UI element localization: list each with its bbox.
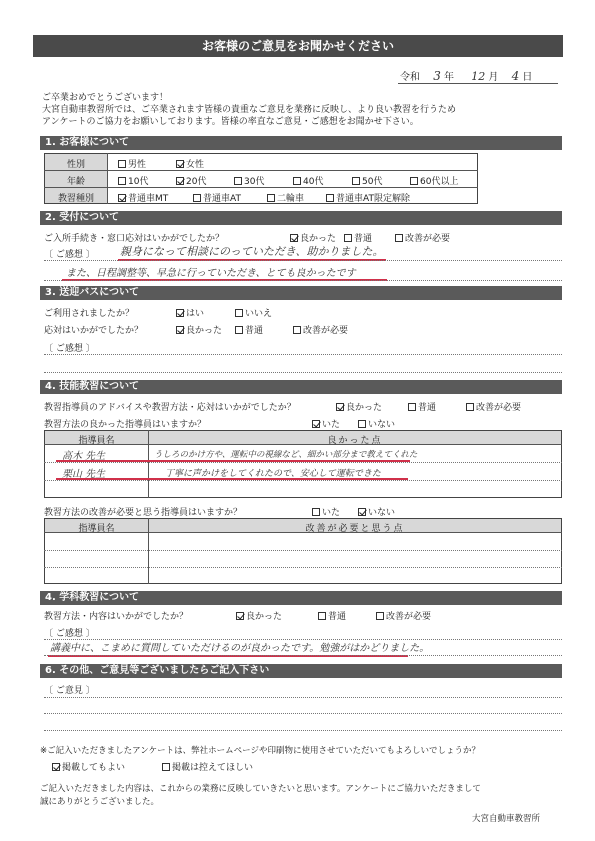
col-instructor-header: 指導員名 — [78, 524, 115, 534]
organization-name: 大宮自動車教習所 — [472, 814, 541, 824]
age-50s-option[interactable] — [352, 174, 382, 187]
option-label: 普通 — [245, 326, 264, 336]
checkbox[interactable] — [293, 177, 301, 185]
table-row-line — [44, 462, 562, 463]
option-label: 二輪車 — [277, 194, 305, 204]
age-40s-option[interactable] — [293, 174, 323, 187]
checkbox[interactable] — [118, 194, 126, 202]
option-label: 普通 — [328, 612, 347, 622]
checkbox[interactable] — [410, 177, 418, 185]
checkbox[interactable] — [235, 309, 243, 317]
section-3-title: 3. 送迎バスについて — [45, 287, 140, 298]
comment-line — [44, 730, 562, 731]
course-at-release-option[interactable] — [326, 191, 410, 204]
section-6-title: 6. その他、ご意見等ございましたらご記入下さい — [45, 665, 270, 676]
course-type-label: 教習種別 — [57, 194, 94, 204]
option-label: 掲載は控えてほしい — [172, 763, 254, 773]
greeting-line-3: アンケートのご協力をお願いしております。皆様の率直なご意見・ご感想をお聞かせ下さい。 — [42, 117, 419, 127]
option-label: 普通 — [354, 234, 373, 244]
bus-improve-option[interactable] — [293, 323, 348, 336]
good-instructor-name-1: 高木 先生 — [62, 451, 106, 462]
option-label: 掲載してもよい — [62, 763, 126, 773]
option-label: 改善が必要 — [303, 326, 349, 336]
classroom-question: 教習方法・内容はいかがでしたか？ — [44, 612, 189, 622]
checkbox[interactable] — [326, 194, 334, 202]
good-instructor-yes-option[interactable] — [312, 417, 340, 430]
option-label: はい — [186, 309, 205, 319]
checkbox[interactable] — [408, 403, 416, 411]
checkbox[interactable] — [118, 160, 126, 168]
table-row-line — [44, 480, 562, 481]
good-instructor-no-option[interactable] — [358, 417, 395, 430]
date-line — [400, 68, 532, 83]
date-era: 令和 — [400, 72, 420, 83]
skill-instructor-question: 教習指導員のアドバイスや教習方法・応対はいかがでしたか？ — [44, 403, 296, 413]
checkbox[interactable] — [52, 763, 60, 771]
section-2-title: 2. 受付について — [45, 212, 120, 223]
checkbox[interactable] — [395, 234, 403, 242]
date-month-unit: 月 — [488, 72, 499, 83]
option-label: 20代 — [186, 177, 207, 187]
improve-instructor-question: 教習方法の改善が必要と思う指導員はいますか？ — [44, 508, 243, 518]
section-5-header — [40, 591, 562, 605]
comment-line — [44, 354, 562, 355]
date-underline — [398, 83, 558, 84]
option-label: いない — [368, 508, 396, 518]
date-year: 3 — [433, 69, 441, 83]
reception-comment-line-2: また、日程調整等、早急に行っていただき、とても良かったです — [66, 268, 356, 279]
option-label: いいえ — [245, 309, 273, 319]
table-row-line — [44, 170, 478, 171]
checkbox[interactable] — [358, 420, 366, 428]
checkbox[interactable] — [344, 234, 352, 242]
gender-label: 性別 — [66, 160, 85, 170]
checkbox[interactable] — [236, 612, 244, 620]
form-title: お客様のご意見をお聞かせください — [201, 39, 394, 53]
checkbox[interactable] — [118, 177, 126, 185]
option-label: いた — [322, 420, 341, 430]
option-label: 普通 — [418, 403, 437, 413]
comment-line — [44, 713, 562, 714]
good-point-2: 丁寧に声かけをしてくれたので、安心して運転できた — [165, 469, 381, 479]
checkbox[interactable] — [162, 763, 170, 771]
bus-comment-label: 〔 ご感想 〕 — [44, 344, 95, 354]
skill-normal-option[interactable] — [408, 400, 436, 413]
option-label: 改善が必要 — [405, 234, 451, 244]
checkbox[interactable] — [376, 612, 384, 620]
reception-question: ご入所手続き・窓口応対はいかがでしたか？ — [44, 234, 225, 244]
greeting-line-1: ご卒業おめでとうございます！ — [42, 93, 169, 103]
checkbox[interactable] — [352, 177, 360, 185]
classroom-good-option[interactable] — [236, 609, 282, 622]
date-month: 12 — [471, 70, 486, 83]
section-1-title: 1. お客様について — [45, 137, 130, 148]
option-label: 普通車MT — [128, 194, 169, 204]
date-year-unit: 年 — [444, 72, 455, 83]
thanks-line-2: 誠にありがとうございました。 — [40, 797, 160, 807]
highlight-underline — [56, 460, 410, 462]
publish-no-option[interactable] — [162, 760, 253, 773]
option-label: 良かった — [300, 234, 337, 244]
checkbox[interactable] — [312, 420, 320, 428]
section-6-header — [40, 664, 562, 678]
date-day: 4 — [511, 69, 520, 83]
age-10s-option[interactable] — [118, 174, 148, 187]
highlight-underline — [56, 478, 408, 480]
publish-consent-note: ※ご記入いただきましたアンケートは、弊社ホームページや印刷物に使用させていただいてもよろしいでしょうか？ — [40, 746, 480, 756]
option-label: 改善が必要 — [476, 403, 522, 413]
age-60s-option[interactable] — [410, 174, 458, 187]
gender-male-option[interactable] — [118, 157, 146, 170]
reception-comment-line-1: 親身になって相談にのっていただき、助かりました。 — [120, 245, 384, 258]
bus-service-question: 応対はいかがでしたか？ — [44, 326, 144, 336]
option-label: 男性 — [128, 160, 147, 170]
section-5-title: 4. 学科教習について — [45, 592, 140, 603]
table-row-line — [44, 187, 478, 188]
checkbox[interactable] — [176, 309, 184, 317]
checkbox[interactable] — [193, 194, 201, 202]
option-label: 50代 — [362, 177, 383, 187]
checkbox[interactable] — [235, 326, 243, 334]
bus-use-question: ご利用されましたか？ — [44, 309, 135, 319]
section-4-title: 4. 技能教習について — [45, 381, 140, 392]
comment-line — [44, 655, 562, 656]
good-instructor-name-2: 栗山 先生 — [62, 469, 106, 480]
section-3-header — [40, 286, 562, 300]
good-instructor-question: 教習方法の良かった指導員はいますか？ — [44, 420, 207, 430]
option-label: 30代 — [244, 177, 265, 187]
checkbox[interactable] — [336, 403, 344, 411]
checkbox[interactable] — [466, 403, 474, 411]
comment-line — [44, 280, 562, 281]
skill-good-option[interactable] — [336, 400, 382, 413]
course-mt-option[interactable] — [118, 191, 168, 204]
checkbox[interactable] — [290, 234, 298, 242]
option-label: 60代以上 — [420, 177, 459, 187]
age-20s-option[interactable] — [176, 174, 206, 187]
comment-line — [44, 372, 562, 373]
table-divider — [107, 153, 108, 204]
checkbox[interactable] — [176, 160, 184, 168]
checkbox[interactable] — [234, 177, 242, 185]
form-title-bar — [33, 35, 563, 57]
skill-improve-option[interactable] — [466, 400, 521, 413]
option-label: 普通車AT — [203, 194, 241, 204]
course-at-option[interactable] — [193, 191, 241, 204]
classroom-normal-option[interactable] — [318, 609, 346, 622]
checkbox[interactable] — [293, 326, 301, 334]
option-label: 10代 — [128, 177, 149, 187]
other-comment-label: 〔 ご意見 〕 — [44, 686, 95, 696]
bus-normal-option[interactable] — [235, 323, 263, 336]
table-row-line — [44, 550, 562, 551]
thanks-line-1: ご記入いただきました内容は、これからの業務に反映していきたいと思います。アンケートにご協力いただきまして — [40, 784, 481, 794]
bus-yes-option[interactable] — [176, 306, 204, 319]
good-point-1: うしろのかけ方や、運転中の視線など、細かい部分まで教えてくれた — [154, 450, 418, 460]
classroom-comment-line: 講義中に、こまめに質問していただけるのが良かったです。勉強がはかどりました。 — [50, 643, 430, 654]
option-label: 良かった — [346, 403, 383, 413]
option-label: 女性 — [186, 160, 205, 170]
comment-line — [44, 260, 562, 261]
option-label: 良かった — [246, 612, 283, 622]
reception-improve-option[interactable] — [395, 231, 450, 244]
checkbox[interactable] — [318, 612, 326, 620]
col-good-point-header: 良かった点 — [327, 436, 383, 446]
greeting — [42, 92, 456, 128]
option-label: 普通車AT限定解除 — [336, 194, 410, 204]
checkbox[interactable] — [358, 508, 366, 516]
bus-no-option[interactable] — [235, 306, 272, 319]
option-label: いた — [322, 508, 341, 518]
table-row-line — [44, 567, 562, 568]
reception-comment-label: 〔 ご感想 〕 — [44, 250, 95, 260]
classroom-comment-label: 〔 ご感想 〕 — [44, 629, 95, 639]
greeting-line-2: 大宮自動車教習所では、ご卒業されます皆様の貴重なご意見を業務に反映し、より良い教習を行うため — [42, 105, 457, 115]
age-30s-option[interactable] — [234, 174, 264, 187]
option-label: いない — [368, 420, 396, 430]
publish-ok-option[interactable] — [52, 760, 125, 773]
age-label: 年齢 — [66, 177, 85, 187]
bus-good-option[interactable] — [176, 323, 222, 336]
classroom-improve-option[interactable] — [376, 609, 431, 622]
date-day-unit: 日 — [522, 72, 533, 83]
col-improve-point-header: 改善が必要と思う点 — [305, 524, 405, 534]
section-4-header — [40, 380, 562, 394]
improve-instructor-yes-option[interactable] — [312, 505, 340, 518]
col-instructor-header: 指導員名 — [78, 436, 115, 446]
improve-instructor-no-option[interactable] — [358, 505, 395, 518]
checkbox[interactable] — [267, 194, 275, 202]
checkbox[interactable] — [176, 177, 184, 185]
course-motorcycle-option[interactable] — [267, 191, 304, 204]
option-label: 改善が必要 — [386, 612, 432, 622]
section-1-header — [40, 136, 562, 150]
option-label: 40代 — [303, 177, 324, 187]
section-2-header — [40, 211, 562, 225]
comment-line — [44, 639, 562, 640]
comment-line — [44, 697, 562, 698]
checkbox[interactable] — [312, 508, 320, 516]
checkbox[interactable] — [176, 326, 184, 334]
gender-female-option[interactable] — [176, 157, 204, 170]
option-label: 良かった — [186, 326, 223, 336]
